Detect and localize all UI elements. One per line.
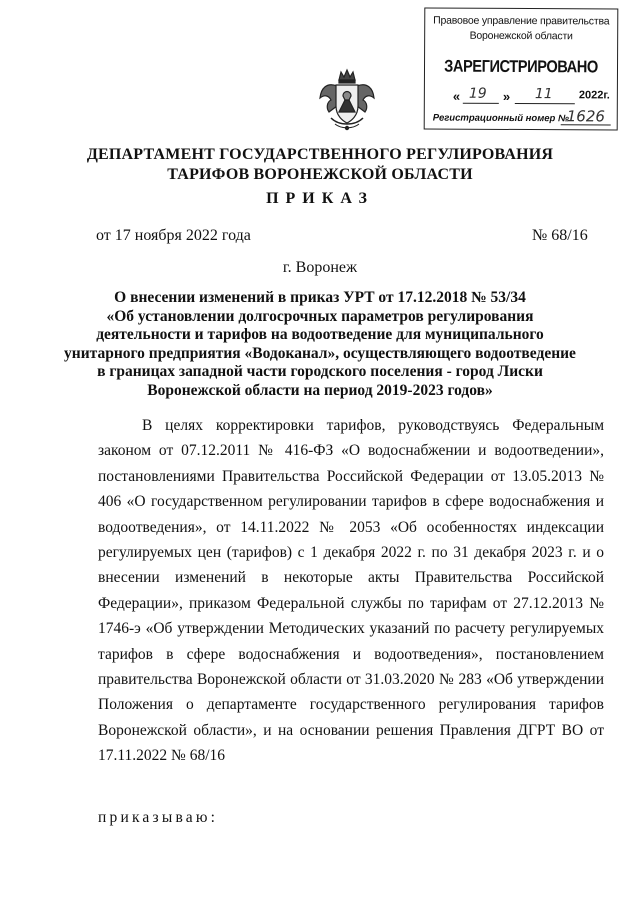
- registration-stamp: [424, 7, 619, 130]
- stamp-date: [435, 85, 610, 108]
- stamp-line-1: Правовое управление правительства: [433, 14, 610, 28]
- body-paragraph: [98, 413, 604, 769]
- stamp-reg-number: 1626: [566, 107, 605, 126]
- stamp-line-2: Воронежской области: [469, 29, 573, 43]
- subject-line-5: в границах западной части городского поселения - город Лиски: [97, 363, 543, 380]
- voronezh-coat-of-arms-icon: [317, 66, 377, 132]
- document-number: № 68/16: [532, 227, 588, 244]
- document-city: г. Воронеж: [282, 259, 358, 276]
- department-line-2: ТАРИФОВ ВОРОНЕЖСКОЙ ОБЛАСТИ: [167, 166, 473, 183]
- subject-line-3: деятельности и тарифов на водоотведение для муниципального: [96, 326, 544, 343]
- stamp-reg-underline: [561, 124, 611, 125]
- stamp-date-open-quote: «: [452, 88, 461, 104]
- stamp-reg-label: Регистрационный номер №: [432, 112, 569, 125]
- stamp-day-underline: [463, 103, 499, 104]
- stamp-title: ЗАРЕГИСТРИРОВАНО: [444, 56, 598, 77]
- document-subject: [60, 289, 580, 400]
- subject-line-1: О внесении изменений в приказ УРТ от 17.12.2018 № 53/34: [114, 289, 526, 306]
- subject-line-2: «Об установлении долгосрочных параметров регулирования: [106, 307, 534, 325]
- closing-word: приказываю:: [98, 809, 219, 826]
- stamp-month-underline: [515, 103, 575, 104]
- stamp-date-year: 2022г.: [578, 89, 610, 102]
- document-date: от 17 ноября 2022 года: [96, 227, 251, 244]
- stamp-registration: [432, 107, 611, 126]
- stamp-date-month: 11: [534, 86, 553, 103]
- stamp-date-day: 19: [468, 85, 487, 102]
- stamp-date-close-quote: »: [502, 88, 511, 104]
- document-type: ПРИКАЗ: [266, 190, 374, 207]
- department-line-1: ДЕПАРТАМЕНТ ГОСУДАРСТВЕННОГО РЕГУЛИРОВАНИЯ: [86, 146, 554, 163]
- subject-line-6: Воронежской области на период 2019-2023 годов»: [147, 381, 493, 399]
- department-name: [60, 145, 580, 185]
- subject-line-4: унитарного предприятия «Водоканал», осуществляющего водоотведение: [64, 344, 576, 362]
- body-paragraph-text: В целях корректировки тарифов, руководствуясь Федеральным законом от 07.12.2011 № 416-ФЗ «О водоснабжении и водоотведении», постановлениями Правительства Российской Федерации от 13.05.2013 № 406 «О государственном регулировании тарифов в сфере водоснабжения и водоотведения», от 14.11.2022 № 2053 «Об особенностях индексации регулируемых цен (тарифов) с 1 декабря 2022 г. по 31 декабря 2023 г. и о внесении изменений в некоторые акты Правительства Российской Федерации», приказом Федеральной службы по тарифам от 27.12.2013 № 1746-э «Об утверждении Методических указаний по расчету регулируемых тарифов в сфере водоснабжения и водоотведения», постановлением правительства Воронежской области от 31.03.2020 № 283 «Об утверждении Положения о департаменте государственного регулирования тарифов Воронежской области», и на основании решения Правления ДГРТ ВО от 17.11.2022 № 68/16: [98, 417, 604, 765]
